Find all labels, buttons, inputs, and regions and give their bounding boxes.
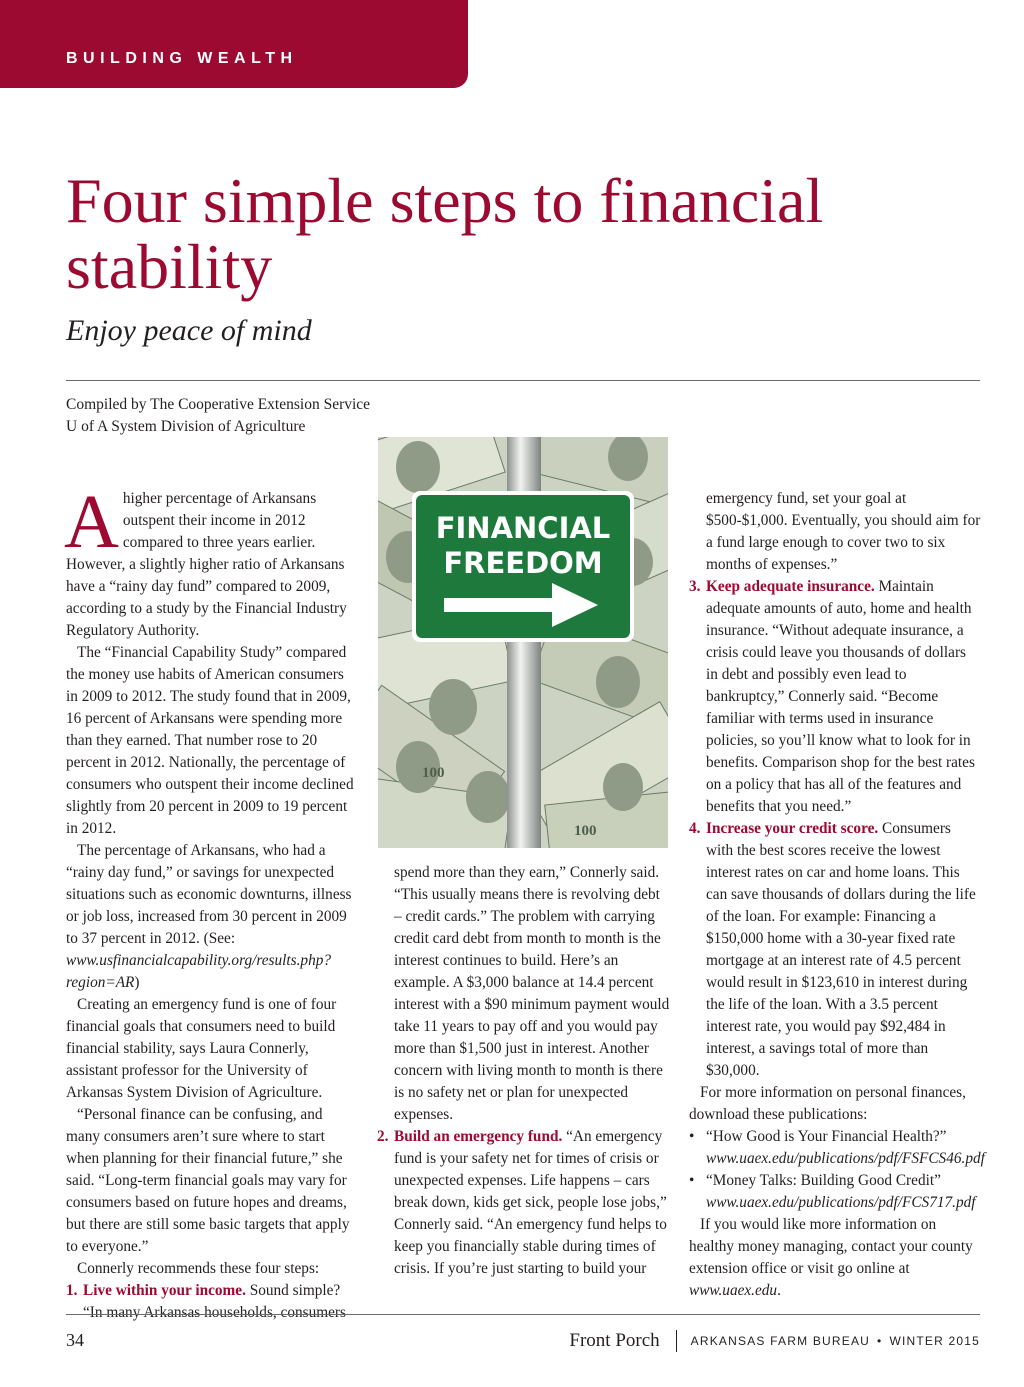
sign-line-2: FREEDOM	[443, 546, 603, 580]
step-text: Consumers with the best scores receive the lowest interest rates on car and home loans. This can save thousands of dollars during the life of the loan. For example: Financing a $150,000 home with a 30-year fixed rate mortgage at an interest rate of 4.5 percent would result in $123,610 in interest during the life of the loan. With a 3.5 percent interest rate, you would pay $92,484 in interest, a savings total of more than $30,000.	[706, 820, 976, 1079]
article-column-3	[689, 488, 985, 1302]
publication-name: ARKANSAS FARM BUREAU	[690, 1334, 871, 1348]
bottom-divider	[66, 1314, 980, 1315]
step-1	[66, 1280, 357, 1302]
drop-cap: A	[64, 480, 119, 564]
publication-link[interactable]: www.uaex.edu/publications/pdf/FCS717.pdf	[706, 1194, 976, 1211]
paragraph: For more information on personal finances, download these publications:	[689, 1084, 966, 1123]
paragraph: Connerly recommends these four steps:	[77, 1260, 320, 1277]
publication-item	[689, 1126, 981, 1148]
publication-title: “How Good is Your Financial Health?”	[706, 1128, 947, 1145]
byline-line-2: U of A System Division of Agriculture	[66, 418, 306, 435]
step-3	[689, 576, 981, 818]
page-number: 34	[66, 1330, 84, 1350]
paragraph-text: The percentage of Arkansans, who had a “rainy day fund,” or savings for unexpected situations such as economic downturns, illness or job loss, increased from 30 percent in 2009 to 37 percent in 2012. (See:	[66, 842, 352, 947]
paragraph: emergency fund, set your goal at $500-$1,000. Eventually, you should aim for a fund large enough to cover two to six months of expenses.”	[706, 490, 981, 573]
lead-paragraph	[64, 480, 357, 642]
step-text: Sound simple?	[245, 1282, 341, 1299]
step-2	[377, 1126, 670, 1280]
paragraph: The “Financial Capability Study” compared the money use habits of American consumers in 2009 to 2012. The study found that in 2009, 16 percent of Arkansans were spending more than they earned. That number rose to 20 percent in 2012. Nationally, the percentage of consumers who outspent their income declined slightly from 20 percent in 2009 to 19 percent in 2012.	[66, 644, 354, 837]
step-number: 4.	[689, 820, 701, 837]
paragraph-text: .	[777, 1282, 781, 1299]
sign-line-1: FINANCIAL	[435, 511, 611, 545]
step-heading: Increase your credit score.	[706, 820, 879, 837]
financial-freedom-photo	[378, 437, 668, 848]
paragraph-text: )	[134, 974, 140, 991]
paragraph	[689, 1214, 981, 1302]
article-title: Four simple steps to financial stability	[66, 165, 824, 302]
byline-line-1: Compiled by The Cooperative Extension Service	[66, 396, 371, 413]
step-heading: Live within your income.	[83, 1282, 246, 1299]
section-tab-label: BUILDING WEALTH	[66, 50, 298, 67]
bullet-icon: •	[689, 1172, 695, 1189]
top-divider	[66, 380, 980, 381]
step-text: “An emergency fund is your safety net for times of crisis or unexpected expenses. Life happens – cars break down, kids get sick, people lose jobs,” Connerly said. “An emergency fund helps to keep you financially stable during times of crisis. If you’re just starting to build your	[394, 1128, 667, 1277]
publication-title: “Money Talks: Building Good Credit”	[706, 1172, 941, 1189]
issue-date: WINTER 2015	[889, 1334, 980, 1348]
publication-item	[689, 1170, 981, 1192]
publication-link[interactable]: www.uaex.edu/publications/pdf/FSFCS46.pdf	[706, 1150, 985, 1167]
bill-value-label: 100	[422, 765, 445, 781]
footer-divider	[676, 1330, 677, 1352]
step-heading: Keep adequate insurance.	[706, 578, 875, 595]
step-number: 2.	[377, 1128, 389, 1145]
step-heading: Build an emergency fund.	[394, 1128, 563, 1145]
article-column-2	[377, 862, 670, 1280]
paragraph-text: If you would like more information on healthy money managing, contact your county extension office or visit go online at	[689, 1216, 973, 1277]
website-link[interactable]: www.uaex.edu	[689, 1282, 778, 1299]
paragraph: Creating an emergency fund is one of four financial goals that consumers need to build financial stability, says Laura Connerly, assistant professor for the University of Arkansas System Division of Agriculture.	[66, 996, 337, 1101]
footer-publication	[569, 1330, 980, 1352]
step-number: 1.	[66, 1282, 78, 1299]
step-text: Maintain adequate amounts of auto, home and health insurance. “Without adequate insurance, a crisis could leave you thousands of dollars in debt and possibly even lead to bankruptcy,” Connerly said. “Become familiar with terms used in insurance policies, so you’ll know what to look for in benefits. Comparison shop for the best rates on a policy that has all of the features and benefits that you need.”	[706, 578, 975, 815]
article-subtitle: Enjoy peace of mind	[66, 314, 312, 347]
money-background-illustration	[378, 437, 668, 848]
lead-text: higher percentage of Arkansans outspent their income in 2012 compared to three years earlier. However, a slightly higher ratio of Arkansans have a “rainy day fund” compared to 2009, according to a study by the Financial Industry Regulatory Authority.	[66, 490, 347, 639]
magazine-name: Front Porch	[569, 1330, 660, 1351]
paragraph	[66, 840, 357, 994]
paragraph: spend more than they earn,” Connerly said. “This usually means there is revolving debt – credit cards.” The problem with carrying credit card debt from month to month is the interest continues to build. Here’s an example. A $3,000 balance at 14.4 percent interest with a $90 minimum payment would take 11 years to pay off and you would pay more than $1,500 just in interest. Another concern with living month to month is there is no safety net or plan for unexpected expenses.	[394, 864, 670, 1123]
bullet-icon: •	[689, 1128, 695, 1145]
section-tab	[0, 0, 468, 88]
paragraph: “Personal finance can be confusing, and many consumers aren’t sure where to start when planning for their financial future,” she said. “Long-term financial goals may vary for consumers based on future hopes and dreams, but there are still some basic targets that apply to everyone.”	[66, 1106, 350, 1255]
article-column-1	[64, 480, 357, 1324]
step-number: 3.	[689, 578, 701, 595]
step-4	[689, 818, 981, 1082]
study-link[interactable]: www.usfinancialcapability.org/results.php?region=AR	[66, 952, 332, 991]
footer-separator: •	[877, 1334, 883, 1348]
byline	[66, 394, 370, 438]
step-1-quote: “In many Arkansas households, consumers	[83, 1304, 346, 1321]
bill-value-label: 100	[574, 823, 597, 839]
